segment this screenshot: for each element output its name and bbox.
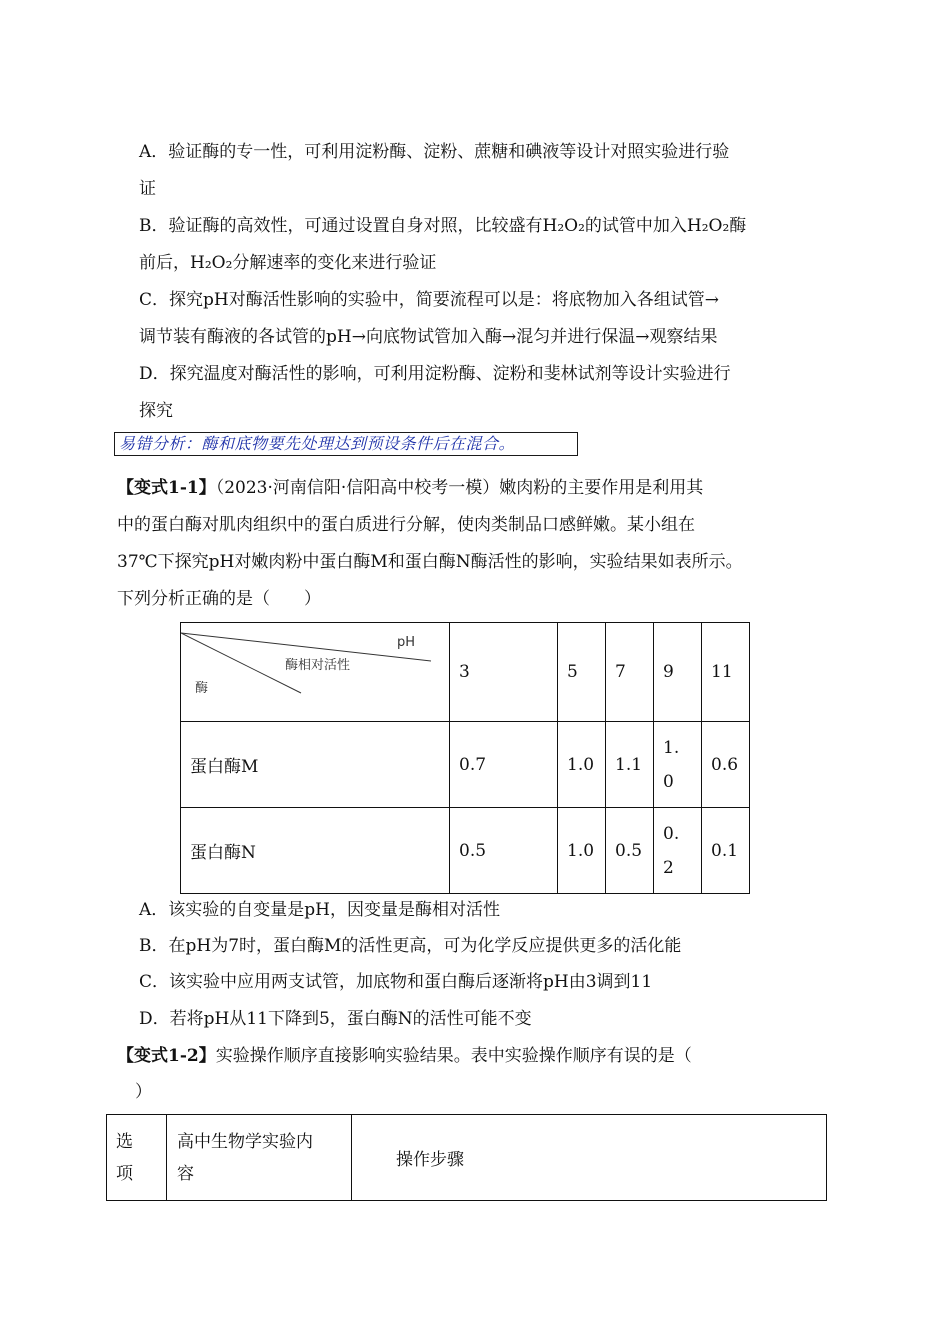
n-ph9: 0. 2 [654,808,702,894]
ph-9: 9 [654,623,702,722]
q1-line1 [117,476,703,500]
q2-text: 实验操作顺序直接影响实验结果。表中实验操作顺序有误的是（ [215,1046,692,1066]
option-c-line1: C．探究pH对酶活性影响的实验中，简要流程可以是：将底物加入各组试管→ [139,290,719,310]
q1-option-a: A．该实验的自变量是pH，因变量是酶相对活性 [139,900,500,920]
col-steps-header: 操作步骤 [352,1115,827,1201]
header-enzyme-label: 酶 [195,681,209,696]
option-d-line2: 探究 [139,401,173,421]
operation-table [106,1114,827,1201]
q2-line1 [117,1044,692,1068]
option-a-line1: A．验证酶的专一性，可利用淀粉酶、淀粉、蔗糖和碘液等设计对照实验进行验 [139,142,730,162]
n-ph7: 0.5 [606,808,654,894]
option-b-line2: 前后，H₂O₂分解速率的变化来进行验证 [139,253,437,273]
option-d-line1: D．探究温度对酶活性的影响，可利用淀粉酶、淀粉和斐林试剂等设计实验进行 [139,364,731,384]
table-row [181,722,750,808]
q1-option-c: C．该实验中应用两支试管，加底物和蛋白酶后逐渐将pH由3调到11 [139,972,653,992]
option-b-line1: B．验证酶的高效性，可通过设置自身对照，比较盛有H₂O₂的试管中加入H₂O₂酶 [139,216,747,236]
m-ph5: 1.0 [558,722,606,808]
error-analysis-text: 易错分析：酶和底物要先处理达到预设条件后在混合。 [119,434,516,453]
table-header-row [181,623,750,722]
option-a-line2: 证 [139,179,156,199]
n-ph11: 0.1 [702,808,750,894]
table-row [181,808,750,894]
q1-line2: 中的蛋白酶对肌肉组织中的蛋白质进行分解，使肉类制品口感鲜嫩。某小组在 [117,515,695,535]
error-analysis-box [114,432,578,456]
diagonal-header-cell [181,623,450,722]
enzyme-n-name: 蛋白酶N [181,808,450,894]
enzyme-activity-table [180,622,750,894]
q1-tag: 【变式1-1】 [117,478,216,498]
q1-option-b: B．在pH为7时，蛋白酶M的活性更高，可为化学反应提供更多的活化能 [139,936,682,956]
option-c-line2: 调节装有酶液的各试管的pH→向底物试管加入酶→混匀并进行保温→观察结果 [139,327,718,347]
n-ph3: 0.5 [450,808,558,894]
ph-3: 3 [450,623,558,722]
q1-line3: 37℃下探究pH对嫩肉粉中蛋白酶M和蛋白酶N酶活性的影响，实验结果如表所示。 [117,552,743,572]
col-option-header: 选 项 [107,1115,167,1201]
table-header-row [107,1115,827,1201]
m-ph9: 1. 0 [654,722,702,808]
q1-line4: 下列分析正确的是（ ） [117,589,321,609]
ph-11: 11 [702,623,750,722]
m-ph3: 0.7 [450,722,558,808]
enzyme-m-name: 蛋白酶M [181,722,450,808]
col-content-header: 高中生物学实验内 容 [167,1115,352,1201]
q1-source: （2023·河南信阳·信阳高中校考一模）嫩肉粉的主要作用是利用其 [215,478,704,498]
q2-line2: ） [135,1082,152,1102]
q1-option-d: D．若将pH从11下降到5，蛋白酶N的活性可能不变 [139,1009,532,1029]
n-ph5: 1.0 [558,808,606,894]
q2-tag: 【变式1-2】 [117,1046,216,1066]
m-ph7: 1.1 [606,722,654,808]
ph-7: 7 [606,623,654,722]
header-ph-label: pH [397,635,416,650]
ph-5: 5 [558,623,606,722]
m-ph11: 0.6 [702,722,750,808]
header-activity-label: 酶相对活性 [285,658,351,673]
